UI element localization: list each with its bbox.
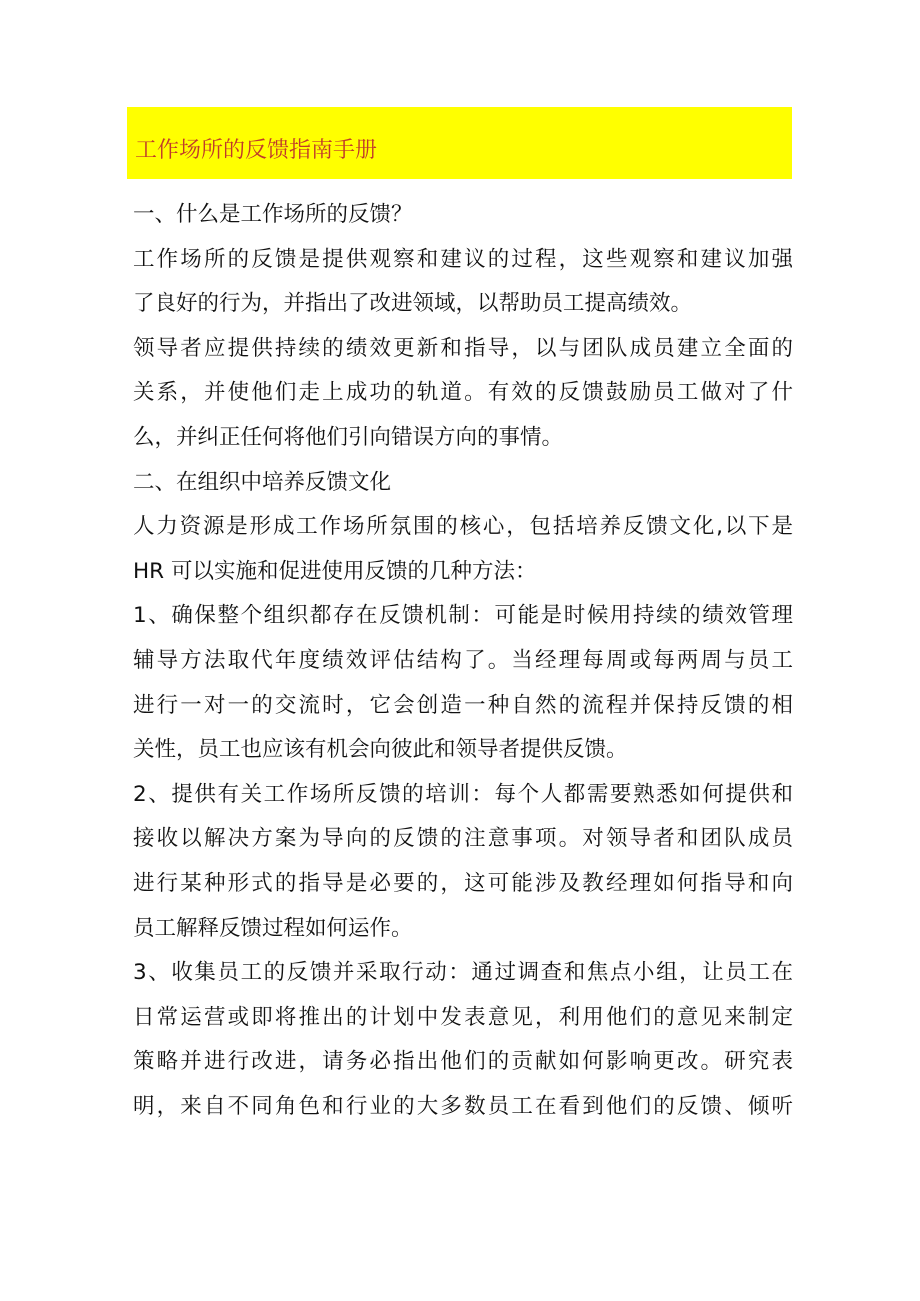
paragraph-line: 1、确保整个组织都存在反馈机制：可能是时候用持续的绩效管理 <box>133 603 793 629</box>
paragraph-line: 3、收集员工的反馈并采取行动：通过调查和焦点小组，让员工在 <box>133 960 793 986</box>
section-heading: 二、在组织中培养反馈文化 <box>133 469 392 495</box>
paragraph-line: 日常运营或即将推出的计划中发表意见，利用他们的意见来制定 <box>133 1004 793 1030</box>
paragraph-line: 人力资源是形成工作场所氛围的核心，包括培养反馈文化,以下是 <box>133 514 793 540</box>
paragraph-line: 明，来自不同角色和行业的大多数员工在看到他们的反馈、倾听 <box>133 1093 793 1119</box>
paragraph-line: 接收以解决方案为导向的反馈的注意事项。对领导者和团队成员 <box>133 826 793 852</box>
section-heading: 一、什么是工作场所的反馈？ <box>133 202 413 227</box>
paragraph-line: 么，并纠正任何将他们引向错误方向的事情。 <box>133 424 564 450</box>
paragraph-line: 2、提供有关工作场所反馈的培训：每个人都需要熟悉如何提供和 <box>133 781 793 807</box>
document-title: 工作场所的反馈指南手册 <box>135 138 378 163</box>
paragraph-line: 关性，员工也应该有机会向彼此和领导者提供反馈。 <box>133 737 628 763</box>
title-banner <box>127 107 792 179</box>
paragraph-line: 进行一对一的交流时，它会创造一种自然的流程并保持反馈的相 <box>133 692 793 718</box>
paragraph-line: 了良好的行为，并指出了改进领域，以帮助员工提高绩效。 <box>133 291 693 317</box>
paragraph-line: HR 可以实施和促进使用反馈的几种方法： <box>133 558 537 584</box>
paragraph-line: 辅导方法取代年度绩效评估结构了。当经理每周或每两周与员工 <box>133 647 793 673</box>
document-body <box>133 193 793 1129</box>
paragraph-line: 关系，并使他们走上成功的轨道。有效的反馈鼓励员工做对了什 <box>133 380 793 406</box>
paragraph-line: 员工解释反馈过程如何运作。 <box>133 915 413 941</box>
paragraph-line: 进行某种形式的指导是必要的，这可能涉及教经理如何指导和向 <box>133 870 793 896</box>
paragraph-line: 工作场所的反馈是提供观察和建议的过程，这些观察和建议加强 <box>133 246 793 272</box>
paragraph-line: 策略并进行改进，请务必指出他们的贡献如何影响更改。研究表 <box>133 1049 793 1075</box>
paragraph-line: 领导者应提供持续的绩效更新和指导，以与团队成员建立全面的 <box>133 335 793 361</box>
